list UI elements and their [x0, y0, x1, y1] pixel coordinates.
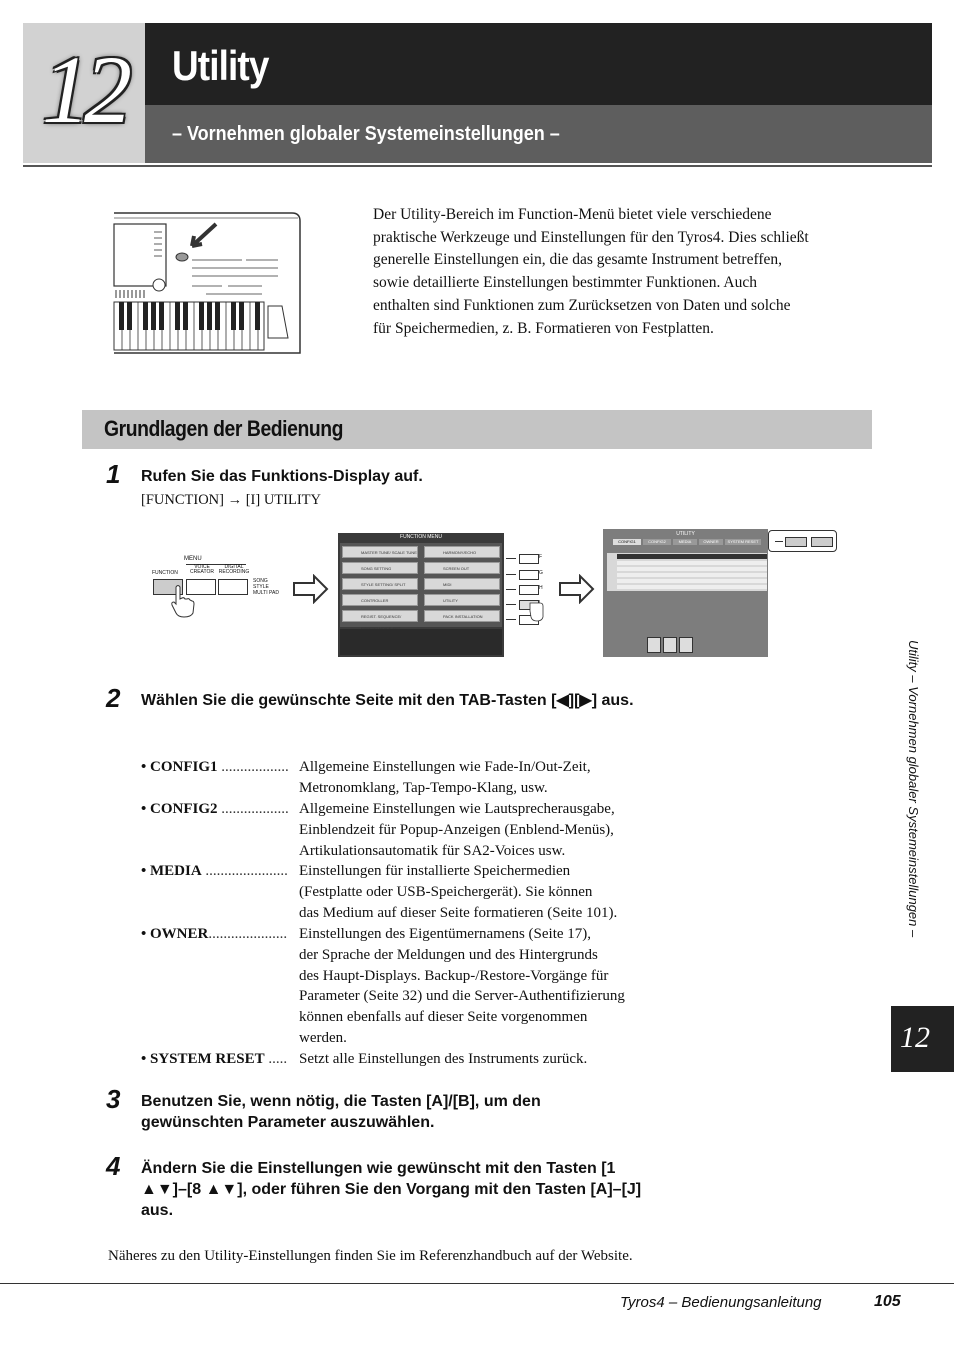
- function-label: FUNCTION: [152, 570, 178, 576]
- side-buttons: [506, 553, 556, 623]
- button-f[interactable]: [519, 554, 539, 564]
- step-number: 4: [106, 1151, 121, 1181]
- reference-note: Näheres zu den Utility-Einstellungen finden Sie im Referenzhandbuch auf der Website.: [108, 1248, 633, 1264]
- parameter-row-selected[interactable]: [617, 554, 767, 559]
- definition-line: Metronomklang, Tap-Tempo-Klang, usw.: [299, 779, 548, 796]
- tab-buttons: [768, 530, 837, 552]
- step-text: Wählen Sie die gewünschte Seite mit den TAB-Tasten [◀][▶] aus.: [141, 692, 634, 709]
- menu-item[interactable]: HARMONY/ECHO: [424, 546, 500, 558]
- function-menu-title: FUNCTION MENU: [400, 534, 442, 540]
- footer-manual-title: Tyros4 – Bedienungsanleitung: [620, 1294, 822, 1311]
- menu-label: MENU: [184, 556, 202, 562]
- utility-screen: [603, 529, 768, 657]
- function-menu-screen: [338, 533, 504, 657]
- page-title: Utility: [172, 42, 269, 89]
- button-letter: H: [539, 585, 543, 591]
- button-h[interactable]: [519, 585, 539, 595]
- parameter-row[interactable]: [617, 567, 767, 571]
- definition-line: Einstellungen für installierte Speichermedien: [299, 863, 571, 879]
- multi-pad-label: MULTI PAD: [253, 590, 279, 596]
- chapter-number: 12: [42, 36, 126, 143]
- definition-line: das Medium auf dieser Seite formatieren (Seite 101).: [299, 904, 618, 921]
- definition-line: können ebenfalls auf dieser Seite vorgenommen: [299, 1009, 588, 1026]
- parameter-row[interactable]: [617, 573, 767, 577]
- menu-item[interactable]: MIDI: [424, 578, 500, 590]
- tab-owner[interactable]: OWNER: [699, 539, 723, 545]
- definition-line: werden.: [299, 1029, 347, 1046]
- definition-line: Allgemeine Einstellungen wie Fade-In/Out-Zeit,: [299, 759, 591, 775]
- step-text: Rufen Sie das Funktions-Display auf.: [141, 468, 423, 485]
- tab-config1[interactable]: CONFIG1: [613, 539, 641, 545]
- button-letter: G: [539, 570, 543, 576]
- definition-line: Setzt alle Einstellungen des Instruments zurück.: [299, 1051, 588, 1067]
- definition-term: • SYSTEM RESET: [141, 1051, 265, 1067]
- definition-line: Einstellungen des Eigentümernamens (Seite 17),: [299, 926, 592, 942]
- button-g[interactable]: [519, 570, 539, 580]
- definition-line: Artikulationsautomatik für SA2-Voices usw.: [299, 842, 566, 859]
- definition-term: • MEDIA: [141, 863, 202, 879]
- side-running-head-text: Utility – Vornehmen globaler Systemeinstellungen –: [906, 640, 921, 938]
- tab-media[interactable]: MEDIA: [673, 539, 697, 545]
- intro-line: Der Utility-Bereich im Function-Menü bietet viele verschiedene: [373, 206, 772, 223]
- definition-line: Allgemeine Einstellungen wie Lautsprecherausgabe,: [299, 801, 615, 817]
- definition-term: • CONFIG1: [141, 759, 218, 775]
- menu-item[interactable]: SONG SETTING: [342, 562, 418, 574]
- song-label: SONG: [253, 578, 268, 584]
- utility-screen-title: UTILITY: [676, 531, 695, 537]
- page-number: 105: [874, 1293, 901, 1310]
- definition-line: Parameter (Seite 32) und die Server-Authentifizierung: [299, 988, 625, 1005]
- menu-item[interactable]: MASTER TUNE/ SCALE TUNE: [342, 546, 418, 558]
- definition-term: • CONFIG2: [141, 801, 218, 817]
- menu-item[interactable]: UTILITY: [424, 594, 500, 606]
- intro-line: generelle Einstellungen ein, die das gesamte Instrument betreffen,: [373, 251, 783, 269]
- step-number: 3: [106, 1084, 121, 1114]
- voice-creator-label: VOICE CREATOR: [190, 564, 214, 575]
- digital-recording-button[interactable]: [218, 579, 248, 595]
- tab-left-button[interactable]: [785, 537, 807, 547]
- leader-dots: ......................: [201, 863, 288, 879]
- definition-line: des Haupt-Displays. Backup-/Restore-Vorgänge für: [299, 967, 609, 984]
- intro-line: sowie detaillierte Einstellungen bestimmter Funktionen. Auch: [373, 274, 757, 292]
- menu-item[interactable]: REGIST. SEQUENCE/: [342, 610, 418, 622]
- menu-item[interactable]: PACK INSTALLATION: [424, 610, 500, 622]
- footer-rule: [0, 1283, 954, 1284]
- arrow-right-icon: [558, 574, 596, 604]
- screen-footer: [340, 629, 502, 655]
- button-letter: F: [539, 554, 543, 560]
- definition-term: • OWNER: [141, 926, 209, 942]
- definition-line: der Sprache der Meldungen und des Hintergrunds: [299, 946, 598, 963]
- arrow-right-icon: [292, 574, 330, 604]
- section-title: Grundlagen der Bedienung: [104, 416, 343, 441]
- chapter-tab-number: 12: [900, 1021, 930, 1054]
- leader-dots: ..................: [217, 801, 289, 817]
- header-rule: [23, 165, 932, 167]
- leader-dots: .....................: [208, 926, 288, 942]
- tab-config2[interactable]: CONFIG2: [643, 539, 671, 545]
- menu-item[interactable]: SCREEN OUT: [424, 562, 500, 574]
- value-control[interactable]: [663, 637, 677, 653]
- value-control[interactable]: [647, 637, 661, 653]
- intro-paragraph: [373, 204, 873, 340]
- pointing-hand-icon: [168, 583, 198, 619]
- digital-recording-label: DIGITAL RECORDING: [218, 564, 250, 575]
- page-subtitle: – Vornehmen globaler Systemeinstellungen –: [172, 123, 560, 145]
- definition-line: (Festplatte oder USB-Speichergerät). Sie können: [299, 883, 593, 900]
- menu-item[interactable]: CONTROLLER: [342, 594, 418, 606]
- step-number: 1: [106, 459, 121, 489]
- step-subtext: [FUNCTION] → [I] UTILITY: [141, 492, 321, 508]
- leader-dots: ..................: [217, 759, 289, 775]
- step-text: Benutzen Sie, wenn nötig, die Tasten [A]/[B], um den gewünschten Parameter auszuwählen.: [141, 1093, 541, 1131]
- intro-line: enthalten sind Funktionen zum Zurücksetzen von Daten und solche: [373, 296, 791, 314]
- step-number: 2: [106, 683, 121, 713]
- panel-buttons-illustration: [152, 553, 302, 618]
- definition-line: Einblendzeit für Popup-Anzeigen (Enblend-Menüs),: [299, 821, 614, 838]
- style-label: STYLE: [253, 584, 269, 590]
- parameter-row[interactable]: [617, 579, 767, 583]
- parameter-row[interactable]: [617, 561, 767, 565]
- tab-right-button[interactable]: [811, 537, 833, 547]
- tab-system-reset[interactable]: SYSTEM RESET: [725, 539, 761, 545]
- keyboard-illustration: [112, 210, 302, 355]
- step-text: Ändern Sie die Einstellungen wie gewünscht mit den Tasten [1 ▲▼]–[8 ▲▼], oder führen Sie den Vorgang mit den Tasten [A]–[J] aus.: [141, 1160, 642, 1219]
- parameter-row[interactable]: [617, 585, 767, 589]
- pointing-hand-icon: [528, 599, 548, 623]
- side-running-head: [903, 640, 927, 1000]
- intro-line: für Speichermedien, z. B. Formatieren von Festplatten.: [373, 319, 714, 337]
- intro-line: praktische Werkzeuge und Einstellungen für den Tyros4. Dies schließt: [373, 228, 809, 246]
- value-control[interactable]: [679, 637, 693, 653]
- leader-dots: .....: [264, 1051, 288, 1067]
- menu-item[interactable]: STYLE SETTING/ SPLIT: [342, 578, 418, 590]
